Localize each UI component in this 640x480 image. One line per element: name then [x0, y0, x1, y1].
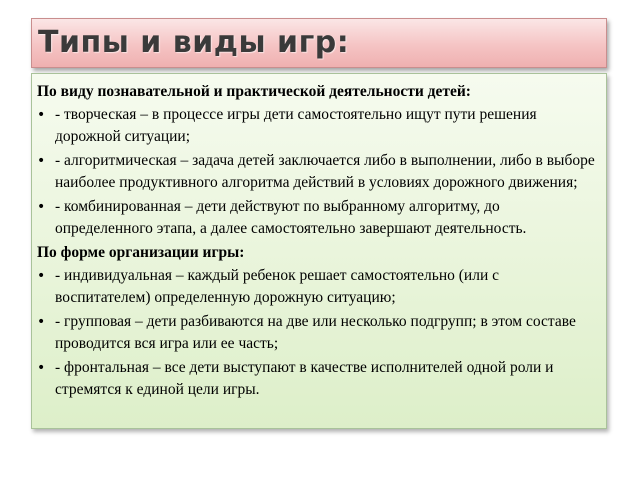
list-item-text: - групповая – дети разбиваются на две или несколько подгрупп; в этом составе проводится вся игра или ее часть;	[55, 313, 576, 352]
bullet-icon: •	[37, 199, 46, 215]
list-item	[37, 265, 598, 309]
bullet-icon: •	[37, 153, 46, 169]
list-item	[37, 196, 598, 240]
bullet-icon: •	[37, 268, 46, 284]
bullet-icon: •	[37, 314, 46, 330]
list-item	[37, 311, 598, 355]
list-item-text: - комбинированная – дети действуют по выбранному алгоритму, до определенного этапа, а далее самостоятельно завершают деятельность.	[55, 198, 527, 237]
section-heading-organization: По форме организации игры:	[37, 244, 245, 261]
title-bar	[31, 18, 607, 68]
section-heading-activity: По виду познавательной и практической деятельности детей:	[37, 83, 471, 100]
bullet-list-activity	[37, 104, 598, 240]
bullet-icon: •	[37, 360, 46, 376]
list-item-text: - творческая – в процессе игры дети самостоятельно ищут пути решения дорожной ситуации;	[55, 106, 537, 145]
list-item	[37, 150, 598, 194]
bullet-list-organization	[37, 265, 598, 401]
list-item-text: - алгоритмическая – задача детей заключается либо в выполнении, либо в выборе наиболее продуктивного алгоритма действий в условиях дорожного движения;	[55, 152, 595, 191]
list-item	[37, 104, 598, 148]
list-item	[37, 357, 598, 401]
content-box	[31, 73, 607, 429]
bullet-icon: •	[37, 107, 46, 123]
list-item-text: - индивидуальная – каждый ребенок решает самостоятельно (или с воспитателем) определенную дорожную ситуацию;	[55, 267, 499, 306]
slide-title: Типы и виды игр:	[38, 25, 350, 60]
list-item-text: - фронтальная – все дети выступают в качестве исполнителей одной роли и стремятся к единой цели игры.	[55, 359, 554, 398]
